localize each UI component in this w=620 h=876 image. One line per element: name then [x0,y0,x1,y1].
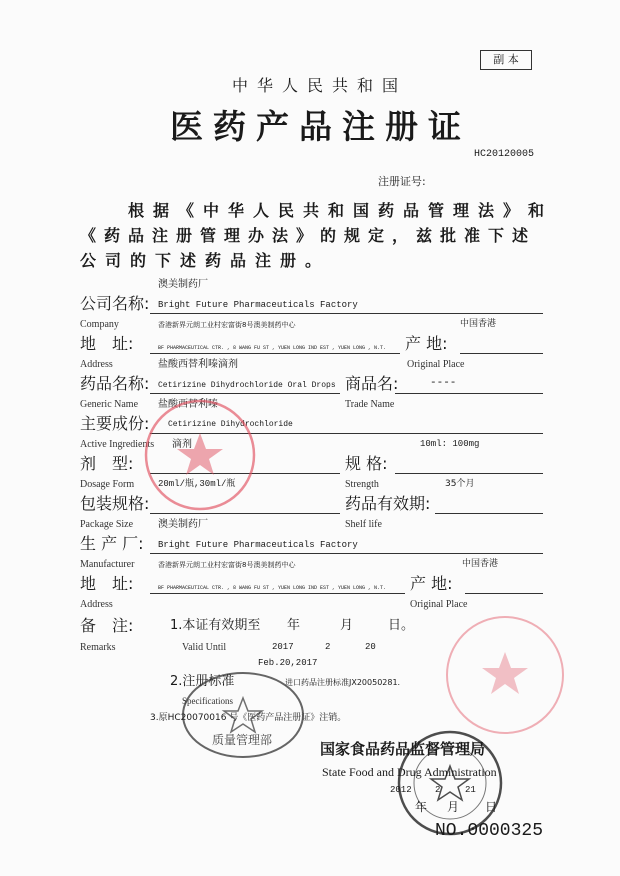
manufacturer-address-label: 地 址: [80,574,134,593]
company-origin-label: 产 地: [405,334,448,353]
shelf-life-line [435,513,543,514]
origin-line [460,353,543,354]
valid-month: 2 [325,642,331,652]
ingredients-label: 主要成份: [80,414,150,433]
remarks-item-3: 3.原HC20070016 号《医药产品注册证》注销。 [150,713,347,723]
manufacturer-address-cn: 香港新界元朗工业村宏富街8号澳美制药中心 [158,561,296,569]
intro-line-2: 《药品注册管理办法》的规定，兹批准下述 [80,226,537,245]
issue-year: 2012 [390,785,412,795]
issuer-name-en: State Food and Drug Administration [322,765,497,779]
specifications-value: 进口药品注册标准JX20050281. [285,678,401,687]
valid-day: 20 [365,642,376,652]
ingredients-label-en: Active Ingredients [80,439,155,450]
remarks-label: 备 注: [80,616,134,635]
company-value-en: Bright Future Pharmaceuticals Factory [158,300,358,310]
remarks-label-en: Remarks [80,642,116,653]
company-origin-label-en: Original Place [407,359,465,370]
trade-name-value: ---- [430,377,457,389]
manufacturer-en: Bright Future Pharmaceuticals Factory [158,540,358,550]
company-stamp-text: 质量管理部 [212,733,273,747]
page-title: 医药产品注册证 [170,107,471,146]
manufacturer-address-en: BF PHARMACEUTICAL CTR. , 8 WANG FU ST , YUEN LONG IND EST , YUEN LONG , N.T. [158,585,387,591]
manufacturer-address-label-en: Address [80,599,113,610]
remarks-item-1: 1.本证有效期至 [170,618,261,633]
day-label: 日。 [388,618,415,633]
issue-year-label: 年 [415,800,428,814]
valid-until-en: Feb.20,2017 [258,658,318,668]
ingredients-en: Cetirizine Dihydrochloride [168,420,293,429]
shelf-life-label-en: Shelf life [345,519,382,530]
issue-month-label: 月 [447,800,460,814]
shelf-life-label: 药品有效期: [345,494,431,513]
year-label: 年 [287,618,301,633]
company-address-label-en: Address [80,359,113,370]
serial-number: NO.0000325 [435,821,544,841]
red-seal-stamp-left [140,395,260,515]
package-value: 20ml/瓶,30ml/瓶 [158,479,236,489]
generic-name-cn: 盐酸西替利嗪滴剂 [158,359,238,370]
valid-year: 2017 [272,642,294,652]
manufacturer-line [150,553,543,554]
dosage-value: 滴剂 [172,439,192,450]
generic-name-en: Cetirizine Dihydrochloride Oral Drops [158,381,336,390]
company-address-en: BF PHARMACEUTICAL CTR. , 8 WANG FU ST , YUEN LONG IND EST , YUEN LONG , N.T. [158,345,387,351]
manufacturer-origin-label: 产 地: [410,574,453,593]
strength-value: 10ml: 100mg [420,439,480,449]
generic-line [150,393,340,394]
generic-name-label: 药品名称: [80,374,150,393]
registration-code: HC20120005 [474,149,535,160]
dosage-label: 剂 型: [80,454,134,473]
month-label: 月 [340,618,354,633]
company-address-label: 地 址: [80,334,134,353]
manufacturer-address-line [150,593,405,594]
company-value-cn: 澳美制药厂 [158,279,208,290]
strength-label: 规 格: [345,454,388,473]
red-seal-stamp-right [440,610,570,740]
manufacturer-label: 生 产 厂: [80,534,144,553]
issue-month: 2 [435,785,441,795]
strength-label-en: Strength [345,479,379,490]
package-label-en: Package Size [80,519,134,530]
company-stamp [178,668,308,763]
strength-line [395,473,543,474]
country-heading: 中华人民共和国 [232,76,408,95]
package-label: 包装规格: [80,494,150,513]
company-label: 公司名称: [80,294,150,313]
intro-line-1: 根据《中华人民共和国药品管理法》和 [128,201,554,220]
trade-name-label: 商品名: [345,374,399,393]
company-origin-value: 中国香港 [460,319,497,329]
trade-line [395,393,543,394]
dosage-label-en: Dosage Form [80,479,135,490]
trade-name-label-en: Trade Name [345,399,395,410]
issue-day: 21 [465,785,476,795]
copy-mark: 副 本 [480,50,532,70]
registration-number-label: 注册证号: [378,175,426,188]
manufacturer-origin-line [465,593,543,594]
specifications-label: Specifications [182,696,233,706]
manufacturer-label-en: Manufacturer [80,559,135,570]
manufacturer-origin-value: 中国香港 [462,559,499,569]
valid-until-label: Valid Until [182,642,227,653]
shelf-life-value: 35个月 [445,479,475,489]
issue-day-label: 日 [485,800,498,814]
company-address-cn: 香港新界元朗工业村宏富街8号澳美制药中心 [158,321,296,329]
remarks-item-2: 2.注册标准 [170,674,235,689]
generic-name-label-en: Generic Name [80,399,139,410]
intro-line-3: 公司的下述药品注册。 [80,251,331,270]
manufacturer-origin-label-en: Original Place [410,599,468,610]
ingredients-cn: 盐酸西替利嗪 [158,399,218,410]
company-line [150,313,543,314]
manufacturer-cn: 澳美制药厂 [158,519,208,530]
address-line [150,353,400,354]
issuer-name-cn: 国家食品药品监督管理局 [320,740,486,758]
company-label-en: Company [80,319,119,330]
